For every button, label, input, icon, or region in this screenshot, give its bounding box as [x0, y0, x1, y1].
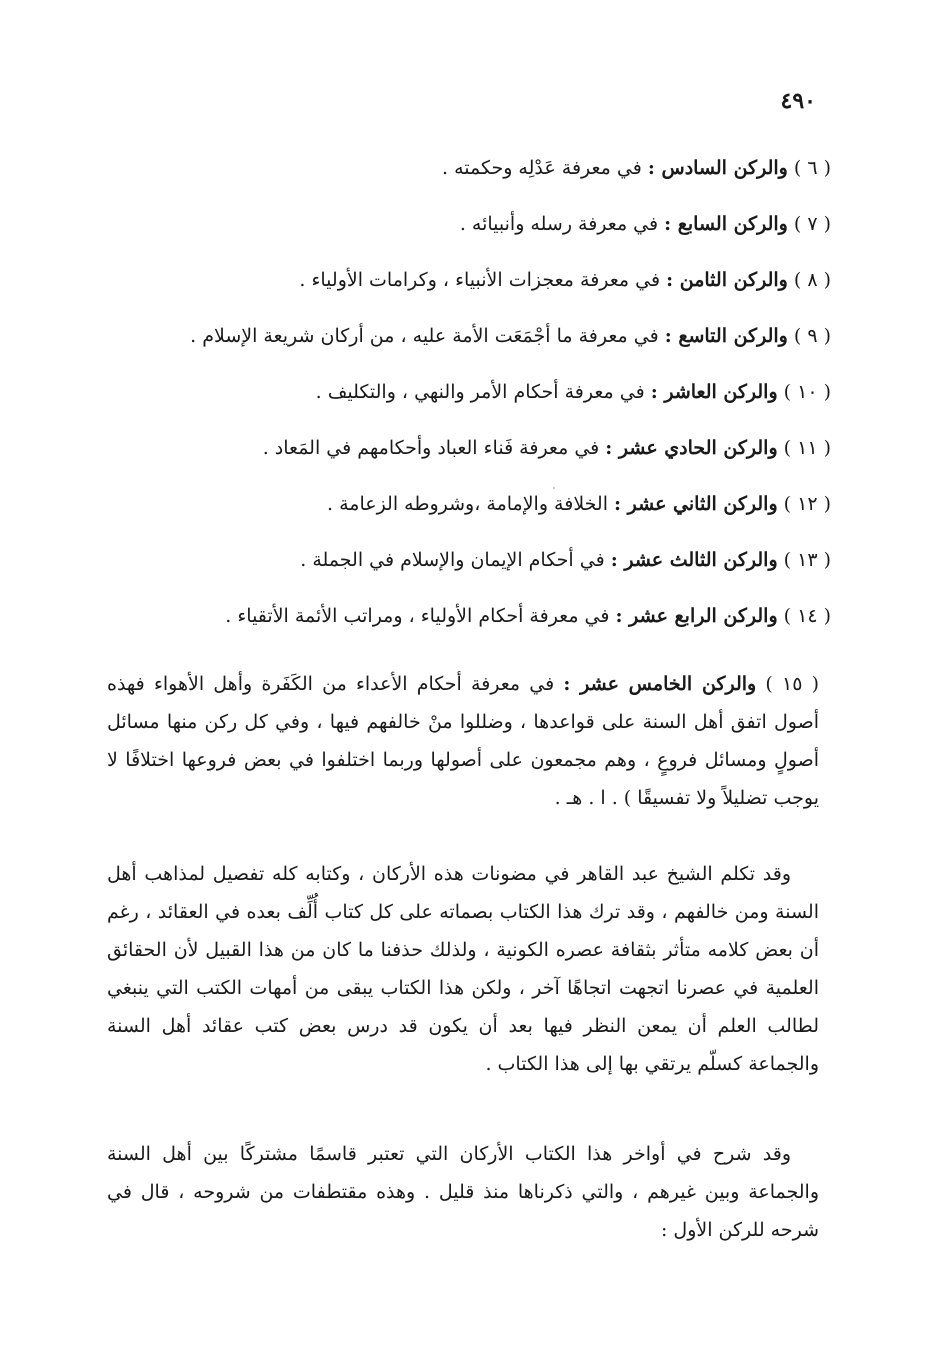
pillar-item-9	[116, 308, 831, 364]
pillar-item-13	[116, 532, 831, 588]
pillar-heading: والركن السابع :	[664, 213, 788, 235]
pillars-list	[116, 140, 831, 644]
pillar-number: ( ٦ )	[793, 157, 831, 179]
pillar-item-10	[116, 364, 831, 420]
pillar-heading: والركن العاشر :	[650, 381, 778, 403]
body-paragraph: وقد شرح في أواخر هذا الكتاب الأركان التي تعتبر قاسمًا مشتركًا بين أهل السنة والجماعة وبين غيرهم ، والتي ذكرناها منذ قليل . وهذه مقتطفات من شروحه ، قال في شرحه للركن الأول :	[107, 1143, 819, 1241]
pillar-text: في معرفة أحكام الأمر والنهي ، والتكليف .	[315, 381, 645, 403]
pillar-heading: والركن الثالث عشر :	[610, 549, 778, 571]
pillar-number: ( ١١ )	[783, 437, 831, 459]
pillar-item-6	[116, 140, 831, 196]
body-paragraph: وقد تكلم الشيخ عبد القاهر في مضونات هذه الأركان ، وكتابه كله تفصيل لمذاهب أهل السنة ومن خالفهم ، وقد ترك هذا الكتاب بصماته على كل كتاب أُلِّف بعده في العقائد ، رغم أن بعض كلامه متأثر بثقافة عصره الكونية ، ولذلك حذفنا ما كان من هذا القبيل لأن الحقائق العلمية في عصرنا اتجهت اتجاهًا آخر ، ولكن هذا الكتاب يبقى من أمهات الكتب التي ينبغي لطالب العلم أن يمعن النظر فيها بعد أن يكون قد درس بعض كتب عقائد أهل السنة والجماعة كسلّم يرتقي بها إلى هذا الكتاب .	[107, 863, 819, 1075]
pillar-number: ( ٨ )	[793, 269, 831, 291]
pillar-heading: والركن الثاني عشر :	[614, 493, 778, 515]
pillar-heading: والركن التاسع :	[664, 325, 788, 347]
pillar-number: ( ١٤ )	[783, 605, 831, 627]
pillar-item-12	[116, 476, 831, 532]
pillar-heading: والركن الخامس عشر :	[563, 673, 757, 695]
pillar-heading: والركن الثامن :	[666, 269, 788, 291]
pillar-heading: والركن الرابع عشر :	[615, 605, 778, 627]
pillar-number: ( ٩ )	[793, 325, 831, 347]
pillar-text: في معرفة أحكام الأولياء ، ومراتب الأئمة الأتقياء .	[225, 605, 610, 627]
pillar-text: في معرفة معجزات الأنبياء ، وكرامات الأولياء .	[299, 269, 661, 291]
pillar-text: في معرفة أحكام الأعداء من الكَفَرة وأهل الأهواء فهذه أصول اتفق أهل السنة على قواعدها ، وضللوا منْ خالفهم فيها ، وفي كل ركن منها مسائل أصولٍ ومسائل فروعٍ ، وهم مجمعون على أصولها وربما اختلفوا في بعض فروعها اختلافًا لا يوجب تضليلاً ولا تفسيقًا ) . ا . هـ .	[107, 673, 819, 809]
pillar-item-11	[116, 420, 831, 476]
page-number: ٤٩٠	[780, 88, 816, 114]
pillar-text: في أحكام الإيمان والإسلام في الجملة .	[300, 549, 605, 571]
pillar-text: في معرفة عَدْلِه وحكمته .	[442, 157, 642, 179]
pillar-item-7	[116, 196, 831, 252]
pillar-number: ( ٧ )	[793, 213, 831, 235]
pillar-heading: والركن السادس :	[647, 157, 788, 179]
pillar-text: في معرفة رسله وأنبيائه .	[459, 213, 659, 235]
pillar-number: ( ١٣ )	[783, 549, 831, 571]
pillar-number: ( ١٥ )	[765, 673, 819, 695]
pillar-number: ( ١٠ )	[783, 381, 831, 403]
pillar-text: في معرفة ما أجْمَعَت الأمة عليه ، من أركان شريعة الإسلام .	[190, 325, 659, 347]
pillar-text: في معرفة فَناء العباد وأحكامهم في المَعاد .	[262, 437, 600, 459]
pillar-heading: والركن الحادي عشر :	[605, 437, 778, 459]
pillar-number: ( ١٢ )	[783, 493, 831, 515]
scan-speck	[553, 487, 555, 489]
pillar-item-8	[116, 252, 831, 308]
pillar-item-14	[116, 588, 831, 644]
pillar-text: الخلافة والإمامة ،وشروطه الزعامة .	[327, 493, 608, 515]
pillar-item-15	[107, 665, 819, 817]
